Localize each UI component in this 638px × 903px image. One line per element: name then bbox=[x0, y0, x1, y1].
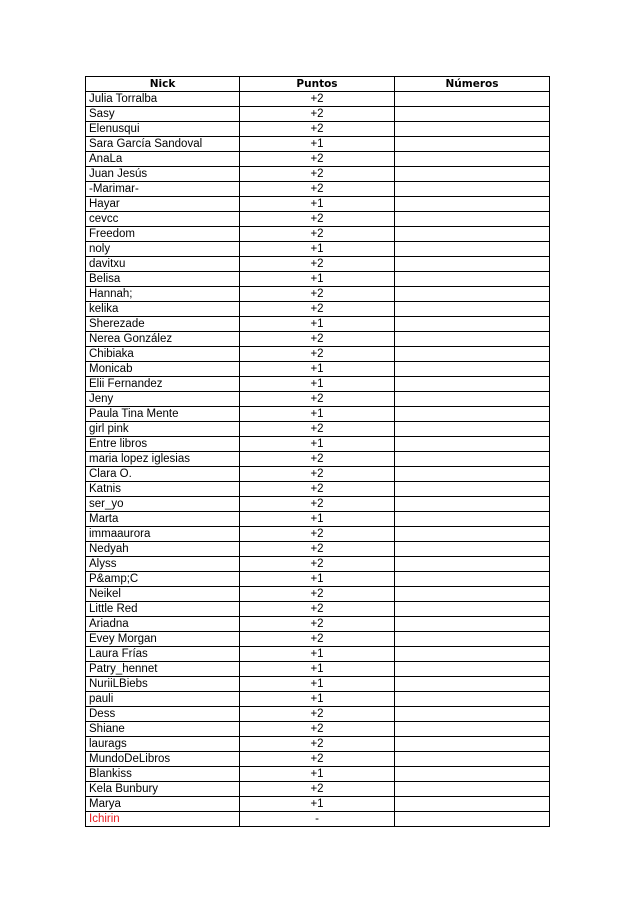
cell-puntos: +2 bbox=[240, 587, 395, 602]
cell-nick: Marta bbox=[86, 512, 240, 527]
table-row bbox=[86, 287, 550, 302]
cell-puntos: +2 bbox=[240, 782, 395, 797]
cell-numeros bbox=[395, 482, 550, 497]
cell-nick: girl pink bbox=[86, 422, 240, 437]
cell-nick: Freedom bbox=[86, 227, 240, 242]
table-row bbox=[86, 257, 550, 272]
cell-nick: Blankiss bbox=[86, 767, 240, 782]
cell-puntos: +1 bbox=[240, 647, 395, 662]
cell-numeros bbox=[395, 617, 550, 632]
cell-nick: Belisa bbox=[86, 272, 240, 287]
cell-numeros bbox=[395, 137, 550, 152]
cell-nick: Elii Fernandez bbox=[86, 377, 240, 392]
table-row bbox=[86, 407, 550, 422]
cell-puntos: +1 bbox=[240, 317, 395, 332]
cell-puntos: +1 bbox=[240, 662, 395, 677]
cell-numeros bbox=[395, 392, 550, 407]
cell-nick: Julia Torralba bbox=[86, 92, 240, 107]
cell-numeros bbox=[395, 167, 550, 182]
table-row bbox=[86, 272, 550, 287]
cell-numeros bbox=[395, 332, 550, 347]
cell-puntos: +2 bbox=[240, 107, 395, 122]
table-row bbox=[86, 422, 550, 437]
cell-puntos: +2 bbox=[240, 482, 395, 497]
table-row bbox=[86, 617, 550, 632]
table-row bbox=[86, 92, 550, 107]
cell-numeros bbox=[395, 317, 550, 332]
cell-puntos: +2 bbox=[240, 452, 395, 467]
cell-nick: immaaurora bbox=[86, 527, 240, 542]
cell-puntos: +2 bbox=[240, 617, 395, 632]
cell-numeros bbox=[395, 197, 550, 212]
cell-puntos: +1 bbox=[240, 767, 395, 782]
cell-puntos: +2 bbox=[240, 332, 395, 347]
cell-nick: Clara O. bbox=[86, 467, 240, 482]
cell-numeros bbox=[395, 407, 550, 422]
cell-nick: Hannah; bbox=[86, 287, 240, 302]
cell-nick: -Marimar- bbox=[86, 182, 240, 197]
table-row bbox=[86, 452, 550, 467]
cell-puntos: +2 bbox=[240, 257, 395, 272]
cell-nick: Entre libros bbox=[86, 437, 240, 452]
table-row bbox=[86, 602, 550, 617]
cell-puntos: +1 bbox=[240, 512, 395, 527]
table-row bbox=[86, 587, 550, 602]
header-row bbox=[86, 77, 550, 92]
cell-numeros bbox=[395, 722, 550, 737]
cell-nick: NuriiLBiebs bbox=[86, 677, 240, 692]
cell-numeros bbox=[395, 422, 550, 437]
cell-numeros bbox=[395, 452, 550, 467]
cell-numeros bbox=[395, 512, 550, 527]
cell-numeros bbox=[395, 557, 550, 572]
cell-puntos: +2 bbox=[240, 152, 395, 167]
cell-numeros bbox=[395, 602, 550, 617]
table-row bbox=[86, 152, 550, 167]
cell-numeros bbox=[395, 377, 550, 392]
cell-numeros bbox=[395, 287, 550, 302]
table-row bbox=[86, 107, 550, 122]
cell-nick: Chibiaka bbox=[86, 347, 240, 362]
table-row bbox=[86, 737, 550, 752]
table-row bbox=[86, 122, 550, 137]
cell-nick: Sasy bbox=[86, 107, 240, 122]
cell-numeros bbox=[395, 92, 550, 107]
table-row bbox=[86, 242, 550, 257]
table-row bbox=[86, 497, 550, 512]
cell-puntos: +1 bbox=[240, 272, 395, 287]
table-row bbox=[86, 137, 550, 152]
table-row bbox=[86, 752, 550, 767]
cell-numeros bbox=[395, 257, 550, 272]
table-row bbox=[86, 572, 550, 587]
cell-nick: P&amp;C bbox=[86, 572, 240, 587]
cell-nick: Nerea González bbox=[86, 332, 240, 347]
table-row bbox=[86, 332, 550, 347]
cell-numeros bbox=[395, 212, 550, 227]
table-row bbox=[86, 167, 550, 182]
cell-numeros bbox=[395, 707, 550, 722]
cell-puntos: +1 bbox=[240, 437, 395, 452]
table-row bbox=[86, 227, 550, 242]
cell-numeros bbox=[395, 122, 550, 137]
cell-nick: Neikel bbox=[86, 587, 240, 602]
table-row bbox=[86, 767, 550, 782]
cell-numeros bbox=[395, 587, 550, 602]
cell-numeros bbox=[395, 107, 550, 122]
table-row bbox=[86, 722, 550, 737]
cell-puntos: +2 bbox=[240, 227, 395, 242]
table-row bbox=[86, 782, 550, 797]
cell-numeros bbox=[395, 467, 550, 482]
table-row bbox=[86, 212, 550, 227]
cell-nick: Juan Jesús bbox=[86, 167, 240, 182]
cell-numeros bbox=[395, 497, 550, 512]
cell-nick: Ichirin bbox=[86, 812, 240, 827]
table-row bbox=[86, 692, 550, 707]
cell-nick: Ariadna bbox=[86, 617, 240, 632]
table-row bbox=[86, 362, 550, 377]
cell-nick: maria lopez iglesias bbox=[86, 452, 240, 467]
cell-puntos: +2 bbox=[240, 422, 395, 437]
cell-nick: pauli bbox=[86, 692, 240, 707]
cell-numeros bbox=[395, 152, 550, 167]
cell-numeros bbox=[395, 692, 550, 707]
cell-nick: Katnis bbox=[86, 482, 240, 497]
cell-nick: Laura Frías bbox=[86, 647, 240, 662]
cell-nick: Sara García Sandoval bbox=[86, 137, 240, 152]
table-row bbox=[86, 797, 550, 812]
table-row bbox=[86, 197, 550, 212]
cell-nick: MundoDeLibros bbox=[86, 752, 240, 767]
cell-numeros bbox=[395, 677, 550, 692]
cell-nick: Alyss bbox=[86, 557, 240, 572]
table-row bbox=[86, 482, 550, 497]
cell-puntos: +2 bbox=[240, 122, 395, 137]
cell-puntos: - bbox=[240, 812, 395, 827]
cell-nick: davitxu bbox=[86, 257, 240, 272]
cell-nick: AnaLa bbox=[86, 152, 240, 167]
header-numeros: Números bbox=[395, 77, 550, 92]
cell-numeros bbox=[395, 632, 550, 647]
cell-puntos: +2 bbox=[240, 557, 395, 572]
cell-puntos: +1 bbox=[240, 362, 395, 377]
cell-puntos: +2 bbox=[240, 497, 395, 512]
cell-puntos: +1 bbox=[240, 377, 395, 392]
table-row bbox=[86, 437, 550, 452]
cell-numeros bbox=[395, 737, 550, 752]
cell-puntos: +2 bbox=[240, 467, 395, 482]
cell-puntos: +2 bbox=[240, 707, 395, 722]
cell-puntos: +2 bbox=[240, 347, 395, 362]
cell-nick: cevcc bbox=[86, 212, 240, 227]
table-row bbox=[86, 512, 550, 527]
cell-numeros bbox=[395, 347, 550, 362]
cell-nick: Elenusqui bbox=[86, 122, 240, 137]
cell-numeros bbox=[395, 752, 550, 767]
table-row bbox=[86, 392, 550, 407]
cell-nick: laurags bbox=[86, 737, 240, 752]
cell-nick: Monicab bbox=[86, 362, 240, 377]
cell-nick: Paula Tina Mente bbox=[86, 407, 240, 422]
cell-nick: Shiane bbox=[86, 722, 240, 737]
cell-nick: Jeny bbox=[86, 392, 240, 407]
cell-puntos: +2 bbox=[240, 182, 395, 197]
cell-puntos: +2 bbox=[240, 722, 395, 737]
table-row bbox=[86, 467, 550, 482]
cell-numeros bbox=[395, 272, 550, 287]
scores-sheet bbox=[85, 76, 549, 827]
header-puntos: Puntos bbox=[240, 77, 395, 92]
table-row bbox=[86, 182, 550, 197]
cell-numeros bbox=[395, 302, 550, 317]
cell-nick: Hayar bbox=[86, 197, 240, 212]
cell-nick: Sherezade bbox=[86, 317, 240, 332]
cell-nick: Little Red bbox=[86, 602, 240, 617]
cell-puntos: +1 bbox=[240, 677, 395, 692]
cell-puntos: +2 bbox=[240, 302, 395, 317]
cell-numeros bbox=[395, 527, 550, 542]
table-row bbox=[86, 812, 550, 827]
scores-table bbox=[85, 76, 550, 827]
table-row bbox=[86, 632, 550, 647]
cell-numeros bbox=[395, 767, 550, 782]
cell-numeros bbox=[395, 182, 550, 197]
table-row bbox=[86, 317, 550, 332]
cell-puntos: +1 bbox=[240, 692, 395, 707]
cell-puntos: +1 bbox=[240, 197, 395, 212]
cell-nick: Marya bbox=[86, 797, 240, 812]
cell-puntos: +2 bbox=[240, 542, 395, 557]
cell-numeros bbox=[395, 797, 550, 812]
cell-numeros bbox=[395, 542, 550, 557]
cell-numeros bbox=[395, 227, 550, 242]
cell-puntos: +2 bbox=[240, 737, 395, 752]
table-row bbox=[86, 557, 550, 572]
cell-nick: Patry_hennet bbox=[86, 662, 240, 677]
table-row bbox=[86, 707, 550, 722]
cell-puntos: +2 bbox=[240, 287, 395, 302]
cell-numeros bbox=[395, 662, 550, 677]
table-row bbox=[86, 647, 550, 662]
cell-puntos: +2 bbox=[240, 92, 395, 107]
cell-numeros bbox=[395, 812, 550, 827]
cell-puntos: +2 bbox=[240, 392, 395, 407]
table-row bbox=[86, 347, 550, 362]
cell-puntos: +1 bbox=[240, 407, 395, 422]
cell-puntos: +2 bbox=[240, 602, 395, 617]
cell-numeros bbox=[395, 647, 550, 662]
cell-puntos: +2 bbox=[240, 212, 395, 227]
table-row bbox=[86, 302, 550, 317]
cell-puntos: +2 bbox=[240, 167, 395, 182]
cell-nick: Evey Morgan bbox=[86, 632, 240, 647]
cell-puntos: +2 bbox=[240, 752, 395, 767]
cell-nick: Dess bbox=[86, 707, 240, 722]
table-row bbox=[86, 542, 550, 557]
cell-nick: noly bbox=[86, 242, 240, 257]
cell-numeros bbox=[395, 362, 550, 377]
cell-nick: kelika bbox=[86, 302, 240, 317]
table-row bbox=[86, 662, 550, 677]
table-row bbox=[86, 677, 550, 692]
cell-numeros bbox=[395, 242, 550, 257]
cell-nick: Kela Bunbury bbox=[86, 782, 240, 797]
table-row bbox=[86, 527, 550, 542]
cell-puntos: +2 bbox=[240, 527, 395, 542]
cell-puntos: +1 bbox=[240, 797, 395, 812]
header-nick: Nick bbox=[86, 77, 240, 92]
cell-puntos: +2 bbox=[240, 632, 395, 647]
cell-nick: ser_yo bbox=[86, 497, 240, 512]
cell-puntos: +1 bbox=[240, 572, 395, 587]
table-row bbox=[86, 377, 550, 392]
cell-puntos: +1 bbox=[240, 242, 395, 257]
cell-numeros bbox=[395, 437, 550, 452]
cell-numeros bbox=[395, 782, 550, 797]
cell-nick: Nedyah bbox=[86, 542, 240, 557]
cell-puntos: +1 bbox=[240, 137, 395, 152]
cell-numeros bbox=[395, 572, 550, 587]
